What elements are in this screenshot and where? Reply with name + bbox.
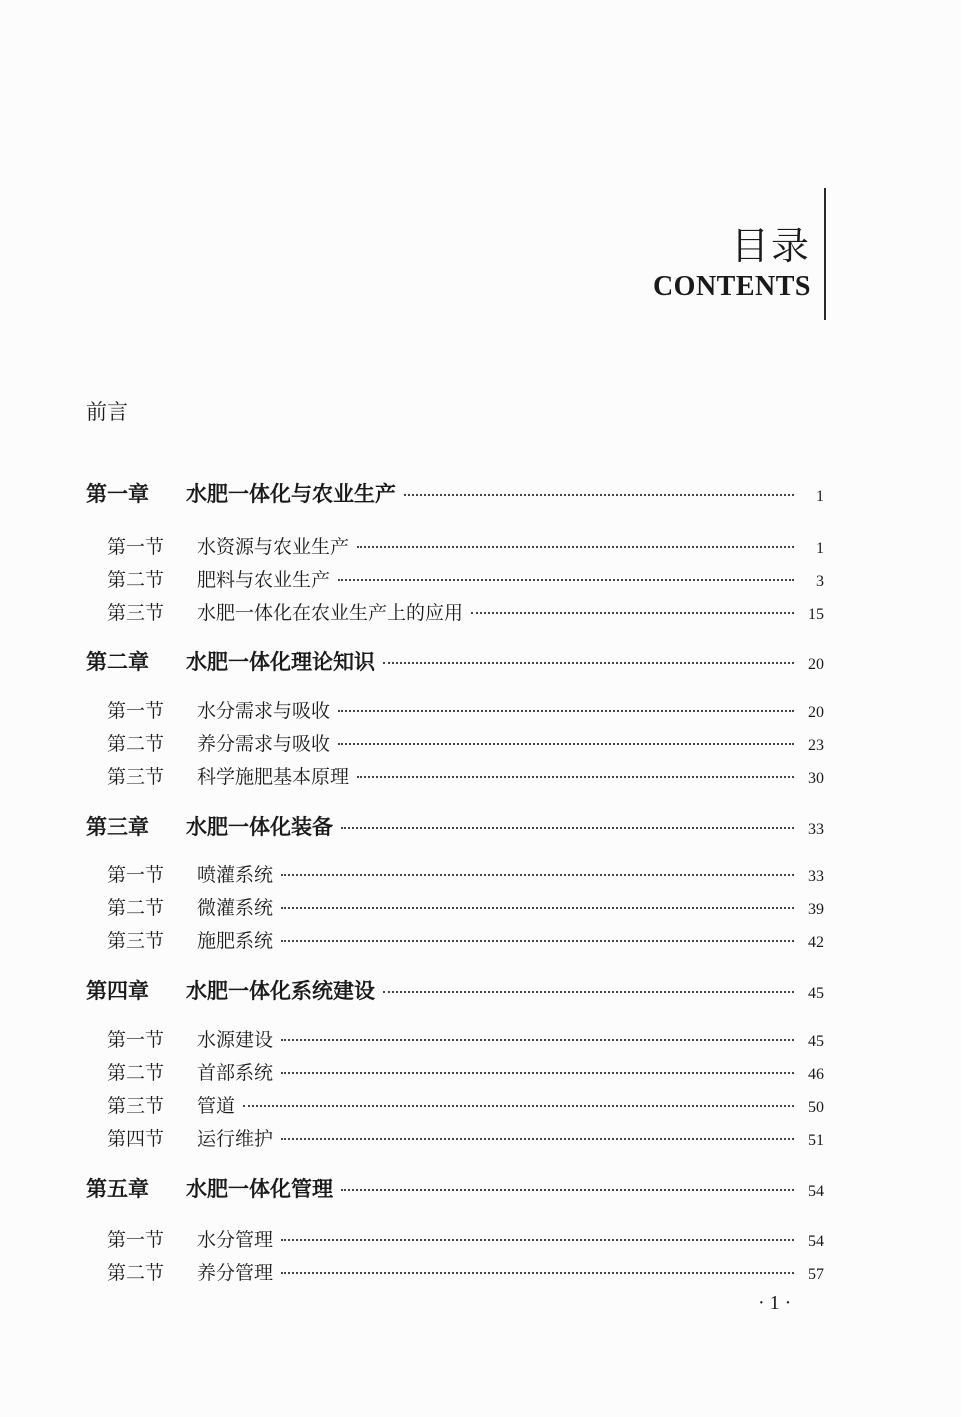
chapter-number: 第三章 — [86, 815, 149, 839]
entry-page-number: 42 — [808, 934, 824, 951]
section-number: 第一节 — [107, 700, 165, 722]
chapter-title: 水肥一体化理论知识 — [186, 650, 375, 674]
toc-section-entry[interactable] — [107, 893, 824, 923]
section-title: 微灌系统 — [197, 897, 274, 919]
entry-page-number: 39 — [808, 901, 824, 918]
entry-page-number: 1 — [816, 540, 824, 557]
entry-page-number: 51 — [808, 1132, 824, 1149]
toc-section-entry[interactable] — [107, 926, 824, 956]
entry-page-number: 33 — [808, 821, 824, 838]
dot-leader — [281, 874, 794, 876]
section-title: 运行维护 — [197, 1128, 274, 1150]
section-title: 养分需求与吸收 — [197, 733, 331, 755]
dot-leader — [338, 710, 794, 712]
dot-leader — [338, 743, 794, 745]
section-number: 第二节 — [107, 733, 165, 755]
section-title: 水肥一体化在农业生产上的应用 — [197, 602, 464, 624]
chapter-title: 水肥一体化管理 — [186, 1177, 333, 1201]
section-title: 首部系统 — [197, 1062, 274, 1084]
section-title: 水分需求与吸收 — [197, 700, 331, 722]
dot-leader — [281, 1039, 794, 1041]
toc-chapter-entry[interactable] — [86, 1173, 824, 1207]
page-number: · 1 · — [758, 1292, 792, 1314]
toc-section-entry[interactable] — [107, 860, 824, 890]
section-title: 施肥系统 — [197, 930, 274, 952]
entry-page-number: 20 — [808, 656, 824, 673]
preface-entry[interactable]: 前言 — [86, 400, 128, 424]
toc-chapter-entry[interactable] — [86, 811, 824, 845]
section-title: 水分管理 — [197, 1229, 274, 1251]
section-title: 科学施肥基本原理 — [197, 766, 350, 788]
chapter-number: 第一章 — [86, 482, 149, 506]
entry-page-number: 54 — [808, 1233, 824, 1250]
dot-leader — [357, 776, 794, 778]
toc-section-entry[interactable] — [107, 696, 824, 726]
dot-leader — [281, 1272, 794, 1274]
dot-leader — [243, 1105, 794, 1107]
section-title: 喷灌系统 — [197, 864, 274, 886]
title-chinese: 目录 — [730, 224, 811, 268]
dot-leader — [338, 579, 794, 581]
toc-section-entry[interactable] — [107, 1258, 824, 1288]
section-title: 水资源与农业生产 — [197, 536, 350, 558]
entry-page-number: 46 — [808, 1066, 824, 1083]
section-number: 第三节 — [107, 766, 165, 788]
section-number: 第一节 — [107, 864, 165, 886]
dot-leader — [281, 940, 794, 942]
toc-section-entry[interactable] — [107, 1025, 824, 1055]
toc-chapter-entry[interactable] — [86, 975, 824, 1009]
dot-leader — [281, 907, 794, 909]
section-number: 第三节 — [107, 1095, 165, 1117]
toc-section-entry[interactable] — [107, 1225, 824, 1255]
entry-page-number: 57 — [808, 1266, 824, 1283]
section-title: 水源建设 — [197, 1029, 274, 1051]
chapter-title: 水肥一体化与农业生产 — [186, 482, 396, 506]
section-number: 第三节 — [107, 930, 165, 952]
dot-leader — [471, 612, 794, 614]
entry-page-number: 45 — [808, 985, 824, 1002]
chapter-number: 第五章 — [86, 1177, 149, 1201]
section-number: 第四节 — [107, 1128, 165, 1150]
section-number: 第二节 — [107, 1062, 165, 1084]
toc-section-entry[interactable] — [107, 762, 824, 792]
dot-leader — [341, 1189, 794, 1191]
entry-page-number: 1 — [816, 488, 824, 505]
section-number: 第一节 — [107, 536, 165, 558]
toc-section-entry[interactable] — [107, 1091, 824, 1121]
dot-leader — [383, 662, 794, 664]
section-number: 第一节 — [107, 1029, 165, 1051]
dot-leader — [281, 1072, 794, 1074]
dot-leader — [281, 1239, 794, 1241]
entry-page-number: 3 — [816, 573, 824, 590]
section-title: 管道 — [197, 1095, 236, 1117]
chapter-title: 水肥一体化系统建设 — [186, 979, 375, 1003]
chapter-number: 第四章 — [86, 979, 149, 1003]
toc-chapter-entry[interactable] — [86, 478, 824, 512]
entry-page-number: 15 — [808, 606, 824, 623]
entry-page-number: 33 — [808, 868, 824, 885]
toc-section-entry[interactable] — [107, 729, 824, 759]
section-number: 第二节 — [107, 1262, 165, 1284]
section-number: 第三节 — [107, 602, 165, 624]
chapter-title: 水肥一体化装备 — [186, 815, 333, 839]
section-title: 肥料与农业生产 — [197, 569, 331, 591]
toc-section-entry[interactable] — [107, 1058, 824, 1088]
chapter-number: 第二章 — [86, 650, 149, 674]
entry-page-number: 54 — [808, 1183, 824, 1200]
entry-page-number: 30 — [808, 770, 824, 787]
dot-leader — [281, 1138, 794, 1140]
dot-leader — [383, 991, 794, 993]
toc-section-entry[interactable] — [107, 565, 824, 595]
entry-page-number: 50 — [808, 1099, 824, 1116]
section-number: 第一节 — [107, 1229, 165, 1251]
entry-page-number: 20 — [808, 704, 824, 721]
dot-leader — [404, 494, 794, 496]
toc-section-entry[interactable] — [107, 1124, 824, 1154]
section-title: 养分管理 — [197, 1262, 274, 1284]
title-english: CONTENTS — [652, 271, 811, 302]
dot-leader — [357, 546, 794, 548]
toc-section-entry[interactable] — [107, 532, 824, 562]
toc-chapter-entry[interactable] — [86, 646, 824, 680]
dot-leader — [341, 827, 794, 829]
entry-page-number: 45 — [808, 1033, 824, 1050]
toc-section-entry[interactable] — [107, 598, 824, 628]
entry-page-number: 23 — [808, 737, 824, 754]
section-number: 第二节 — [107, 569, 165, 591]
section-number: 第二节 — [107, 897, 165, 919]
